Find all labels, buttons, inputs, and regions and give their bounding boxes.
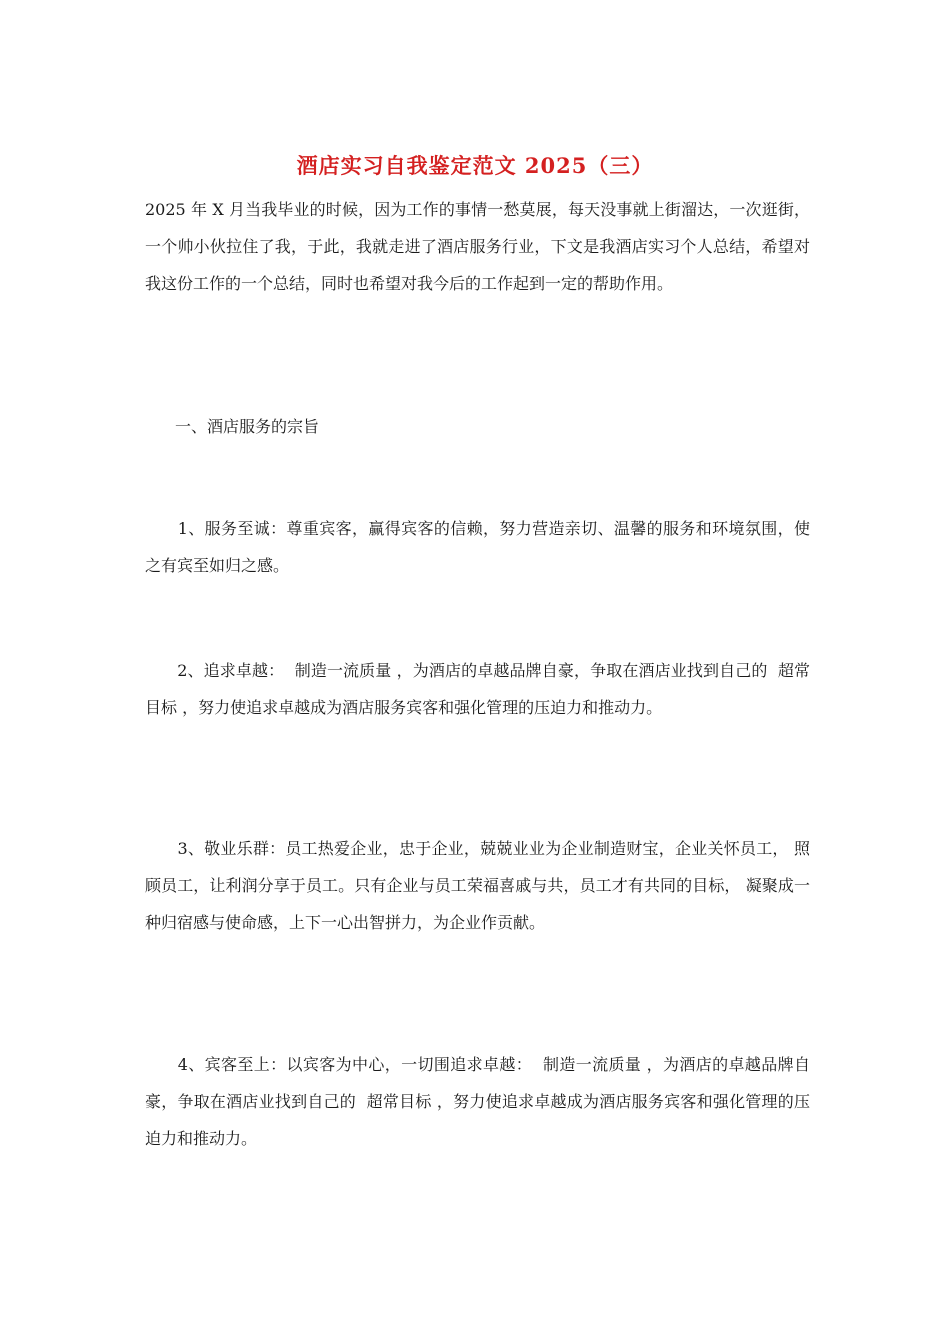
list-item-service-sincerity: 1、服务至诚：尊重宾客，赢得宾客的信赖，努力营造亲切、温馨的服务和环境氛围，使之有宾至如归之感。	[145, 519, 810, 575]
list-item-guest-first: 4、宾客至上：以宾客为中心，一切围追求卓越： 制造一流质量 ，为酒店的卓越品牌自豪，争取在酒店业找到自己的 超常目标 ，努力使追求卓越成为酒店服务宾客和强化管理的压迫力和推动力。	[145, 1055, 810, 1148]
list-item-pursue-excellence: 2、追求卓越： 制造一流质量 ，为酒店的卓越品牌自豪，争取在酒店业找到自己的 超常目标 ，努力使追求卓越成为酒店服务宾客和强化管理的压迫力和推动力。	[145, 661, 810, 717]
list-item-dedication: 3、敬业乐群：员工热爱企业，忠于企业，兢兢业业为企业制造财宝，企业关怀员工， 照顾员工，让利润分享于员工。只有企业与员工荣福喜戚与共，员工才有共同的目标， 凝聚成一种归宿感与使命感，上下一心出智拼力，为企业作贡献。	[145, 839, 810, 932]
section-heading: 一、酒店服务的宗旨	[175, 417, 320, 436]
document-title: 酒店实习自我鉴定范文 2025（三）	[296, 153, 654, 178]
intro-paragraph: 2025 年 X 月当我毕业的时候，因为工作的事情一愁莫展，每天没事就上街溜达，一次逛街，一个帅小伙拉住了我，于此，我就走进了酒店服务行业，下文是我酒店实习个人总结，希望对我这份工作的一个总结，同时也希望对我今后的工作起到一定的帮助作用。	[145, 200, 810, 293]
